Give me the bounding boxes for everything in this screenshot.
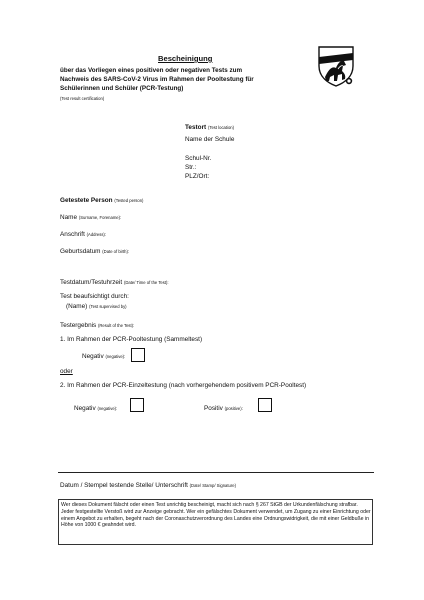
supervisor-name-field[interactable]: (Name) (Test supervised by) [66, 303, 127, 310]
positive-individual-checkbox[interactable] [258, 398, 272, 412]
zip-city-field[interactable]: PLZ/Ort: [185, 173, 210, 180]
subtitle-line-3: Schülerinnen und Schüler (PCR-Testung) [60, 85, 184, 92]
tested-person-heading: Getestete Person (Tested person) [60, 197, 144, 204]
name-field[interactable]: Name (Surname, Forename): [60, 214, 122, 221]
school-name-field[interactable]: Name der Schule [185, 136, 235, 143]
option-individual-test: 2. Im Rahmen der PCR-Einzeltestung (nach vorhergehendem positivem PCR-Pooltest) [60, 382, 307, 389]
test-datetime-field[interactable]: Testdatum/Testuhrzeit (Date/ Time of the Test): [60, 279, 169, 286]
date-of-birth-field[interactable]: Geburtsdatum (Date of birth): [60, 248, 130, 255]
subtitle-english: (Test result certification) [60, 96, 105, 101]
document-title: Bescheinigung [158, 54, 213, 63]
school-number-field[interactable]: Schul-Nr. [185, 155, 212, 162]
legal-notice-text: Wer dieses Dokument fälscht oder einen Test unrichtig bescheinigt, macht sich nach § 267 StGB der Urkundenfälschung strafbar. Jeder festgestellte Verstoß wird zur Anzeige gebracht. Wer ein gefälschtes Dokument verwendet, um Zugang zu einer Einrichtung oder einem Angebot zu erhalten, begeht nach der Coronaschutzverordnung des Landes eine Ordnungswidrigkeit, die mit einer Geldbuße in Höhe von 1000 € geahndet wird. [61, 502, 371, 529]
test-result-label: Testergebnis (Result of the Test): [60, 322, 135, 329]
negative-pool-checkbox[interactable] [131, 348, 145, 362]
negative-pool-label: Negativ (negative): [82, 353, 126, 360]
signature-line [58, 472, 374, 473]
or-label: oder [60, 368, 73, 375]
address-field[interactable]: Anschrift (Address): [60, 231, 106, 238]
street-field[interactable]: Str.: [185, 164, 197, 171]
signature-field[interactable]: Datum / Stempel testende Stelle/ Unterschrift (Date/ Stamp/ Signature) [60, 482, 236, 489]
supervised-by-label: Test beaufsichtigt durch: [60, 293, 129, 300]
negative-individual-checkbox[interactable] [130, 398, 144, 412]
option-pool-test: 1. Im Rahmen der PCR-Pooltestung (Sammeltest) [60, 336, 203, 343]
legal-notice-box [58, 499, 373, 545]
subtitle-line-1: über das Vorliegen eines positiven oder negativen Tests zum [60, 67, 243, 74]
testort-label: Testort (Test location) [185, 124, 235, 131]
positive-individual-label: Positiv (positive): [204, 405, 243, 412]
nrw-coat-of-arms-icon [316, 44, 356, 88]
negative-individual-label: Negativ (negative): [74, 405, 118, 412]
subtitle-line-2: Nachweis des SARS-CoV-2 Virus im Rahmen der Pooltestung für [60, 76, 254, 83]
